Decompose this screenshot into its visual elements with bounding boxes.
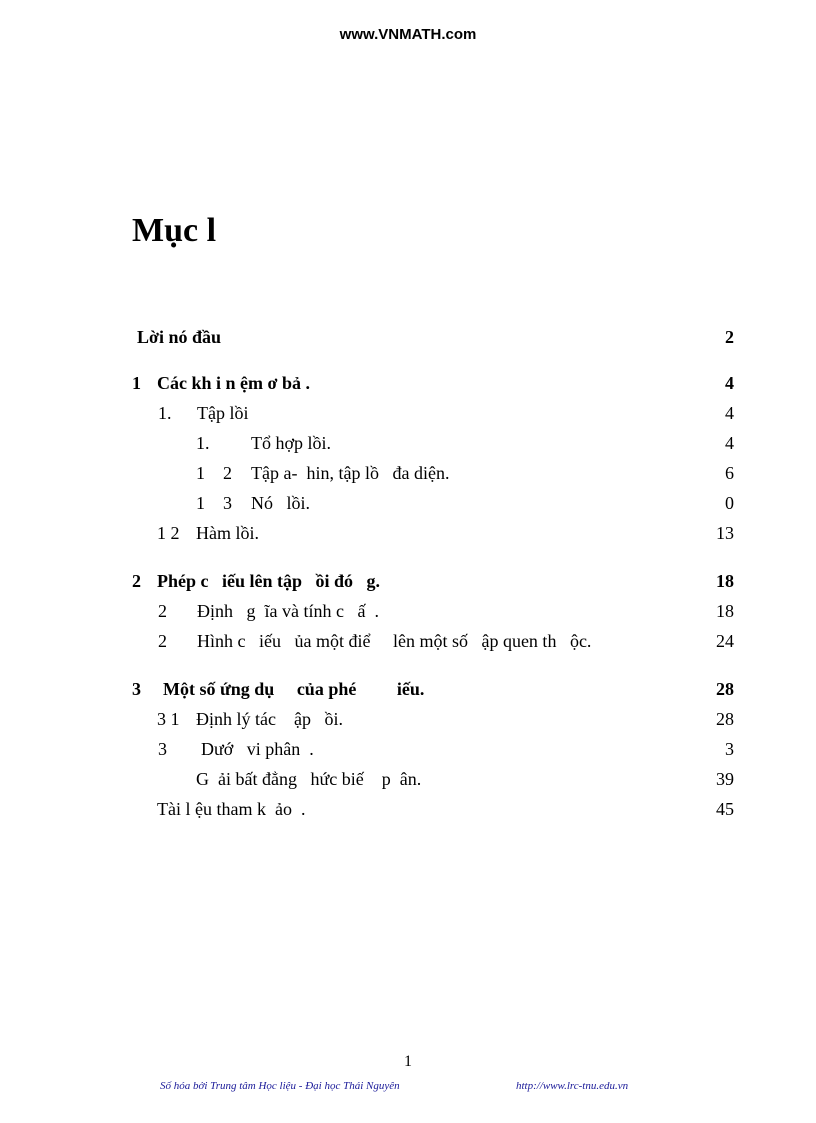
toc-row-page: 39 xyxy=(716,769,734,789)
toc-row-number: 1 3 xyxy=(196,493,232,513)
toc-row-label: Lời nó đầu xyxy=(137,327,222,347)
toc-row-page: 28 xyxy=(716,709,734,729)
toc-row-label: Tài l ệu tham k ảo . xyxy=(157,799,306,819)
toc-row xyxy=(0,327,816,353)
toc-row xyxy=(0,403,816,429)
toc-row-label: Định g ĩa và tính c ấ . xyxy=(197,601,379,621)
toc-row-label: G ải bất đẳng hức biế p ân. xyxy=(196,769,422,789)
page-title: Mục l xyxy=(132,212,217,249)
toc-row xyxy=(0,433,816,459)
toc-row-label: Tổ hợp lồi. xyxy=(251,433,332,453)
toc-row-page: 4 xyxy=(725,403,734,423)
toc-row xyxy=(0,769,816,795)
toc-row xyxy=(0,463,816,489)
toc-row xyxy=(0,709,816,735)
toc-row-page: 4 xyxy=(725,433,734,453)
toc-row xyxy=(0,373,816,399)
toc-row-label: Dướ vi phân . xyxy=(201,739,314,759)
toc-row-label: Một số ứng dụ của phé iếu. xyxy=(163,679,425,699)
toc-row-page: 28 xyxy=(716,679,734,699)
toc-row xyxy=(0,523,816,549)
toc-row xyxy=(0,571,816,597)
toc-row-number: 2 xyxy=(132,571,141,591)
toc-row-page: 6 xyxy=(725,463,734,483)
toc-row-number: 3 xyxy=(158,739,167,759)
toc-row xyxy=(0,601,816,627)
toc-row-number: 1 xyxy=(132,373,141,393)
toc-row-label: Các kh i n ệm ơ bả . xyxy=(157,373,310,393)
watermark: www.VNMATH.com xyxy=(339,26,477,43)
toc-row-page: 2 xyxy=(725,327,734,347)
toc-row-number: 1. xyxy=(196,433,210,453)
toc-row-number: 2 xyxy=(158,601,167,621)
toc-row-number: 1 2 xyxy=(157,523,180,543)
toc-row-label: Tập a- hin, tập lồ đa diện. xyxy=(251,463,450,483)
toc-row-number: 2 xyxy=(158,631,167,651)
toc-row-label: Tập lồi xyxy=(197,403,249,423)
page-number: 1 xyxy=(404,1053,412,1070)
toc-row-page: 45 xyxy=(716,799,734,819)
toc-row-number: 3 xyxy=(132,679,141,699)
toc-row-label: Định lý tác ập ồi. xyxy=(196,709,343,729)
toc-row-label: Hàm lồi. xyxy=(196,523,259,543)
toc-row xyxy=(0,679,816,705)
toc-row-page: 13 xyxy=(716,523,734,543)
toc-row-page: 18 xyxy=(716,571,734,591)
toc-row xyxy=(0,631,816,657)
toc-row-number: 1 2 xyxy=(196,463,232,483)
toc-row-page: 3 xyxy=(725,739,734,759)
toc-row-label: Phép c iếu lên tập ồi đó g. xyxy=(157,571,381,591)
footer-url: http://www.lrc-tnu.edu.vn xyxy=(516,1080,629,1092)
toc-row-number: 1. xyxy=(158,403,172,423)
toc-row-label: Nó lồi. xyxy=(251,493,311,513)
toc-row xyxy=(0,493,816,519)
toc-row-label: Hình c iếu ủa một điể lên một số ập quen th ộc. xyxy=(197,631,592,651)
toc-row-page: 18 xyxy=(716,601,734,621)
toc-row-page: 4 xyxy=(725,373,734,393)
footer-credit: Số hóa bởi Trung tâm Học liệu - Đại học Thái Nguyên xyxy=(160,1080,400,1092)
toc-row-page: 0 xyxy=(725,493,734,513)
toc-row xyxy=(0,799,816,825)
toc-row xyxy=(0,739,816,765)
toc-row-number: 3 1 xyxy=(157,709,180,729)
toc-row-page: 24 xyxy=(716,631,734,651)
